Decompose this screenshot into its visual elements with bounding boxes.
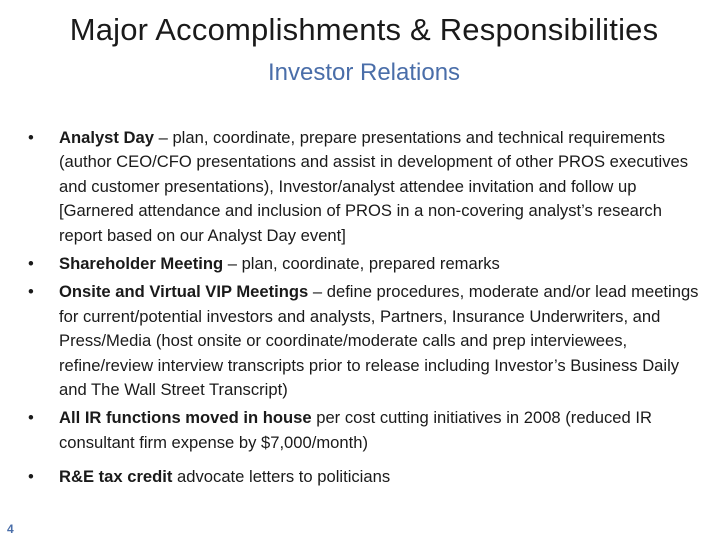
slide-subtitle: Investor Relations [267,59,461,86]
bullet-text: – plan, coordinate, prepared remarks [223,254,500,274]
bullet-list [28,126,708,494]
page-number: 4 [7,522,14,536]
bullet-ir-functions [28,406,708,455]
bullet-dot: • [28,128,34,147]
bullet-tax-credit [28,465,708,489]
bullet-shareholder-meeting [28,252,708,276]
bullet-dot: • [28,408,34,428]
bullet-dot: • [28,467,34,487]
bullet-heading: Analyst Day [59,128,154,147]
bullet-text: advocate letters to politicians [172,467,391,487]
bullet-heading: Onsite and Virtual VIP Meetings [59,282,309,302]
bullet-analyst-day [28,126,708,248]
bullet-dot: • [28,254,34,274]
slide-title: Major Accomplishments & Responsibilities [69,12,659,47]
bullet-text: – define procedures, moderate and/or lead meetings for current/potential investors and analysts, Partners, Insurance Underwriters, and Press/Media (host onsite or coordinate/moderate calls and prep interviewees, refine/review interview transcripts prior to release including Investor’s Business Daily and The Wall Street Transcript) [59,282,699,400]
bullet-heading: Shareholder Meeting [59,254,224,274]
bullet-text: – plan, coordinate, prepare presentations and technical requirements (author CEO/CFO presentations and assist in development of other PROS executives and customer presentations), Investor/analyst attendee invitation and follow up [Garnered attendance and inclusion of PROS in a non-covering analyst’s research report based on our Analyst Day event] [59,128,689,245]
bullet-heading: R&E tax credit [59,467,173,487]
bullet-text: per cost cutting initiatives in 2008 (reduced IR consultant firm expense by $7,000/month) [59,408,652,452]
bullet-vip-meetings [28,280,708,402]
bullet-heading: All IR functions moved in house [59,408,312,428]
bullet-dot: • [28,282,34,302]
